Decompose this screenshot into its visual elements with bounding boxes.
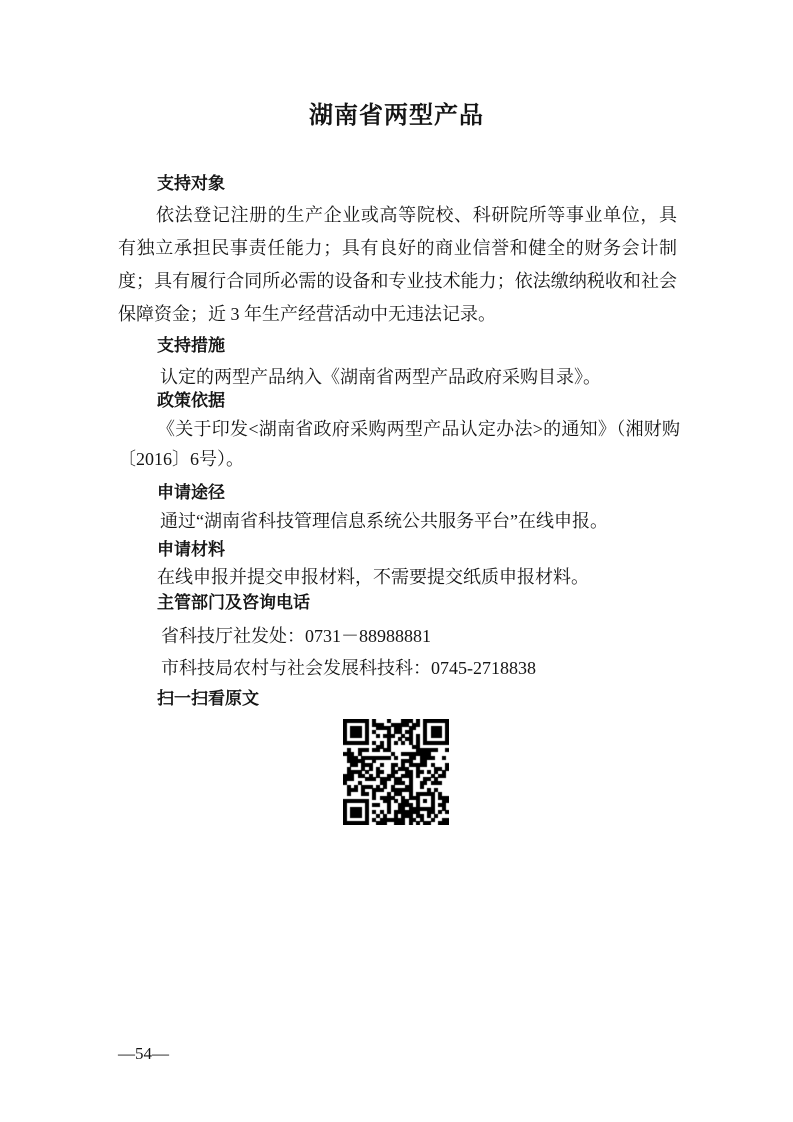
section-heading-policy-basis: 政策依据 <box>157 391 225 410</box>
page-title: 湖南省两型产品 <box>309 103 484 129</box>
section-heading-dept-phone: 主管部门及咨询电话 <box>157 593 310 612</box>
page-number: —54— <box>118 1044 169 1063</box>
qr-code-image <box>343 719 449 825</box>
paragraph-apply-material: 在线申报并提交申报材料，不需要提交纸质申报材料。 <box>157 567 589 587</box>
paragraph-support-measure: 认定的两型产品纳入《湖南省两型产品政府采购目录》。 <box>160 367 601 387</box>
paragraph-apply-channel: 通过“湖南省科技管理信息系统公共服务平台”在线申报。 <box>160 511 608 531</box>
section-heading-support-target: 支持对象 <box>157 174 225 193</box>
paragraph-policy-basis: 《关于印发<湖南省政府采购两型产品认定办法>的通知》（湘财购〔2016〕6号）。 <box>118 419 680 469</box>
section-heading-support-measure: 支持措施 <box>157 336 225 355</box>
section-heading-apply-material: 申请材料 <box>157 540 225 559</box>
phone-line-province: 省科技厅社发处：0731－88988881 <box>161 626 431 646</box>
phone-line-city: 市科技局农村与社会发展科技科：0745-2718838 <box>161 658 536 678</box>
qr-code <box>343 719 449 825</box>
section-heading-scan: 扫一扫看原文 <box>157 689 259 708</box>
paragraph-support-target: 依法登记注册的生产企业或高等院校、科研院所等事业单位，具有独立承担民事责任能力；具有良好的商业信誉和健全的财务会计制度；具有履行合同所必需的设备和专业技术能力；依法缴纳税收和社会保障资金；近 3 年生产经营活动中无违法记录。 <box>118 205 677 324</box>
section-heading-apply-channel: 申请途径 <box>157 483 225 502</box>
